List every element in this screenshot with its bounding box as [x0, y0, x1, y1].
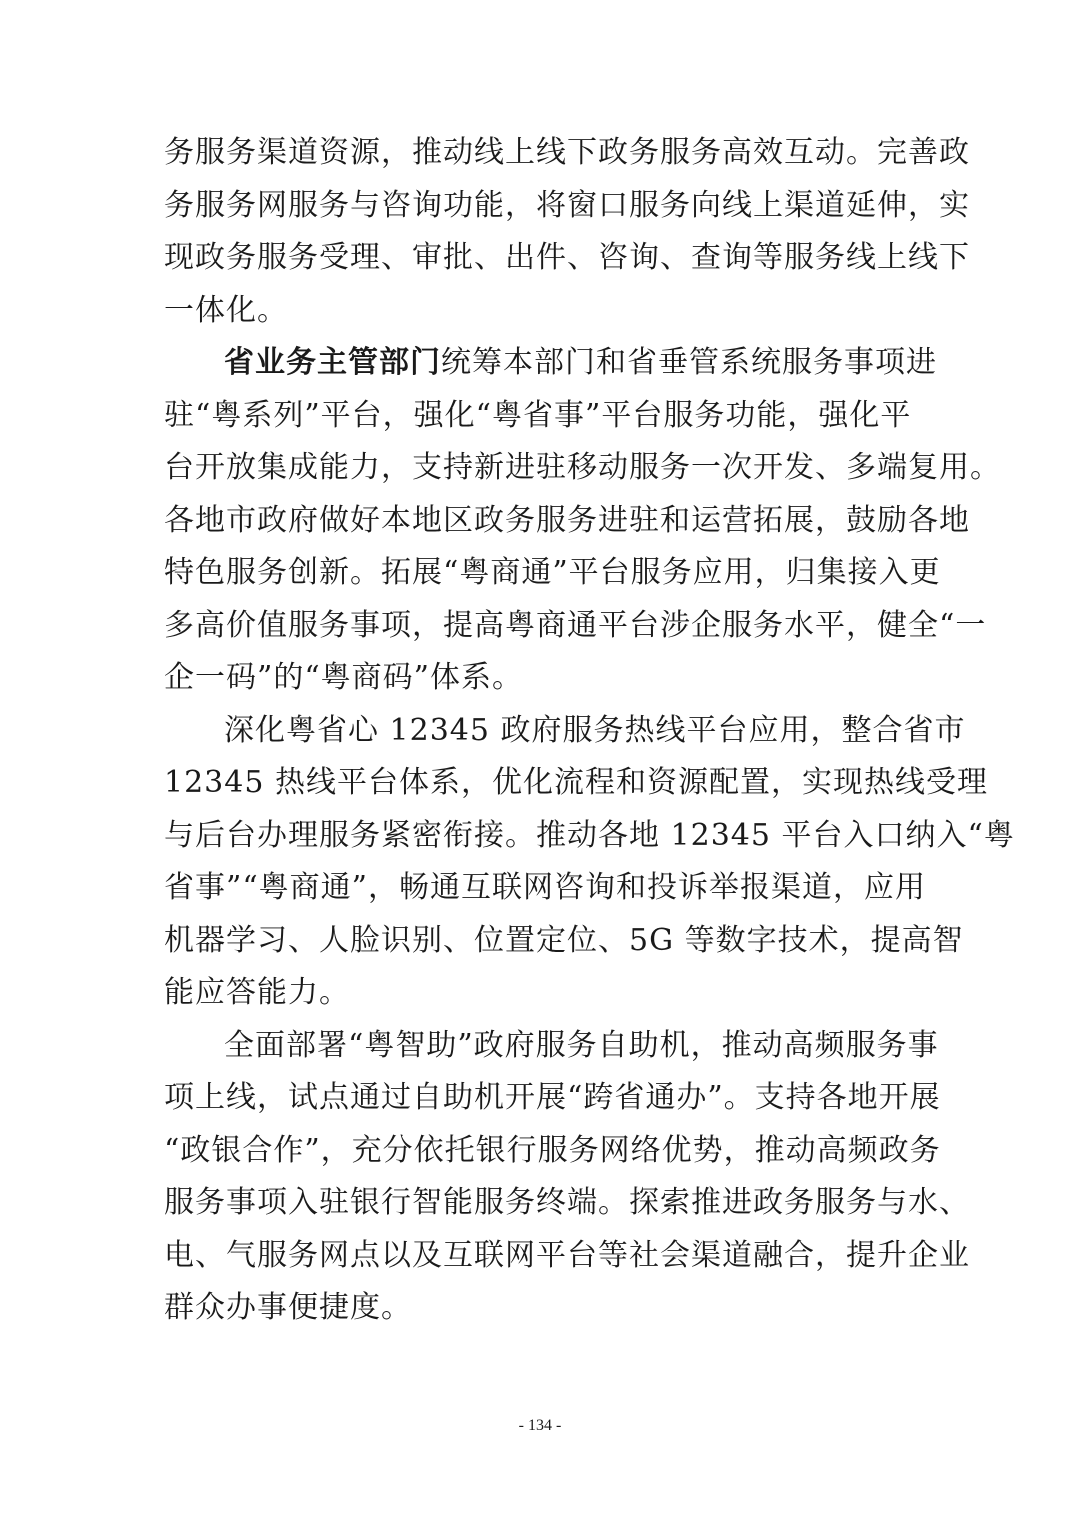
paragraph-line: 一体化。 [164, 292, 288, 328]
paragraph-line: 台开放集成能力，支持新进驻移动服务一次开发、多端复用。 [164, 450, 1001, 485]
paragraph-line: 机器学习、人脸识别、位置定位、5G 等数字技术，提高智 [164, 922, 964, 958]
paragraph-line: 能应答能力。 [164, 975, 350, 1010]
paragraph-first-line [164, 345, 937, 380]
paragraph-line: 现政务服务受理、审批、出件、咨询、查询等服务线上线下 [164, 240, 970, 275]
paragraph-line: 电、气服务网点以及互联网平台等社会渠道融合，提升企业 [164, 1237, 970, 1273]
paragraph-3 [164, 712, 1015, 1010]
paragraph-first-line: 全面部署“粤智助”政府服务自助机，推动高频服务事 [224, 1027, 939, 1063]
paragraph-line-text: 统筹本部门和省垂管系统服务事项进 [441, 345, 937, 380]
paragraph-1 [164, 135, 970, 328]
paragraph-2 [164, 345, 1001, 695]
paragraph-line: 项上线，试点通过自助机开展“跨省通办”。支持各地开展 [164, 1080, 941, 1115]
paragraph-line: 务服务网服务与咨询功能，将窗口服务向线上渠道延伸，实 [164, 187, 970, 223]
paragraph-first-line: 深化粤省心 12345 政府服务热线平台应用，整合省市 [224, 712, 966, 748]
paragraph-line: 务服务渠道资源，推动线上线下政务服务高效互动。完善政 [164, 135, 970, 170]
paragraph-line: 各地市政府做好本地区政务服务进驻和运营拓展，鼓励各地 [164, 502, 970, 538]
paragraph-line: 企一码”的“粤商码”体系。 [164, 660, 524, 695]
paragraph-line: 与后台办理服务紧密衔接。推动各地 12345 平台入口纳入“粤 [164, 817, 1015, 853]
document-body [164, 135, 1015, 1346]
page-number: - 134 - [518, 1417, 562, 1434]
paragraph-line: “政银合作”，充分依托银行服务网络优势，推动高频政务 [164, 1132, 941, 1168]
paragraph-line: 12345 热线平台体系，优化流程和资源配置，实现热线受理 [164, 765, 988, 800]
paragraph-line: 群众办事便捷度。 [164, 1290, 412, 1325]
paragraph-line: 省事”“粤商通”，畅通互联网咨询和投诉举报渠道，应用 [164, 870, 927, 905]
paragraph-line: 服务事项入驻银行智能服务终端。探索推进政务服务与水、 [164, 1185, 970, 1220]
bold-lead-phrase: 省业务主管部门 [224, 345, 441, 380]
paragraph-line: 驻“粤系列”平台，强化“粤省事”平台服务功能，强化平 [164, 397, 912, 433]
paragraph-line: 特色服务创新。拓展“粤商通”平台服务应用，归集接入更 [164, 555, 941, 590]
paragraph-line: 多高价值服务事项，提高粤商通平台涉企服务水平，健全“一 [164, 607, 987, 643]
paragraph-4 [164, 1027, 970, 1325]
